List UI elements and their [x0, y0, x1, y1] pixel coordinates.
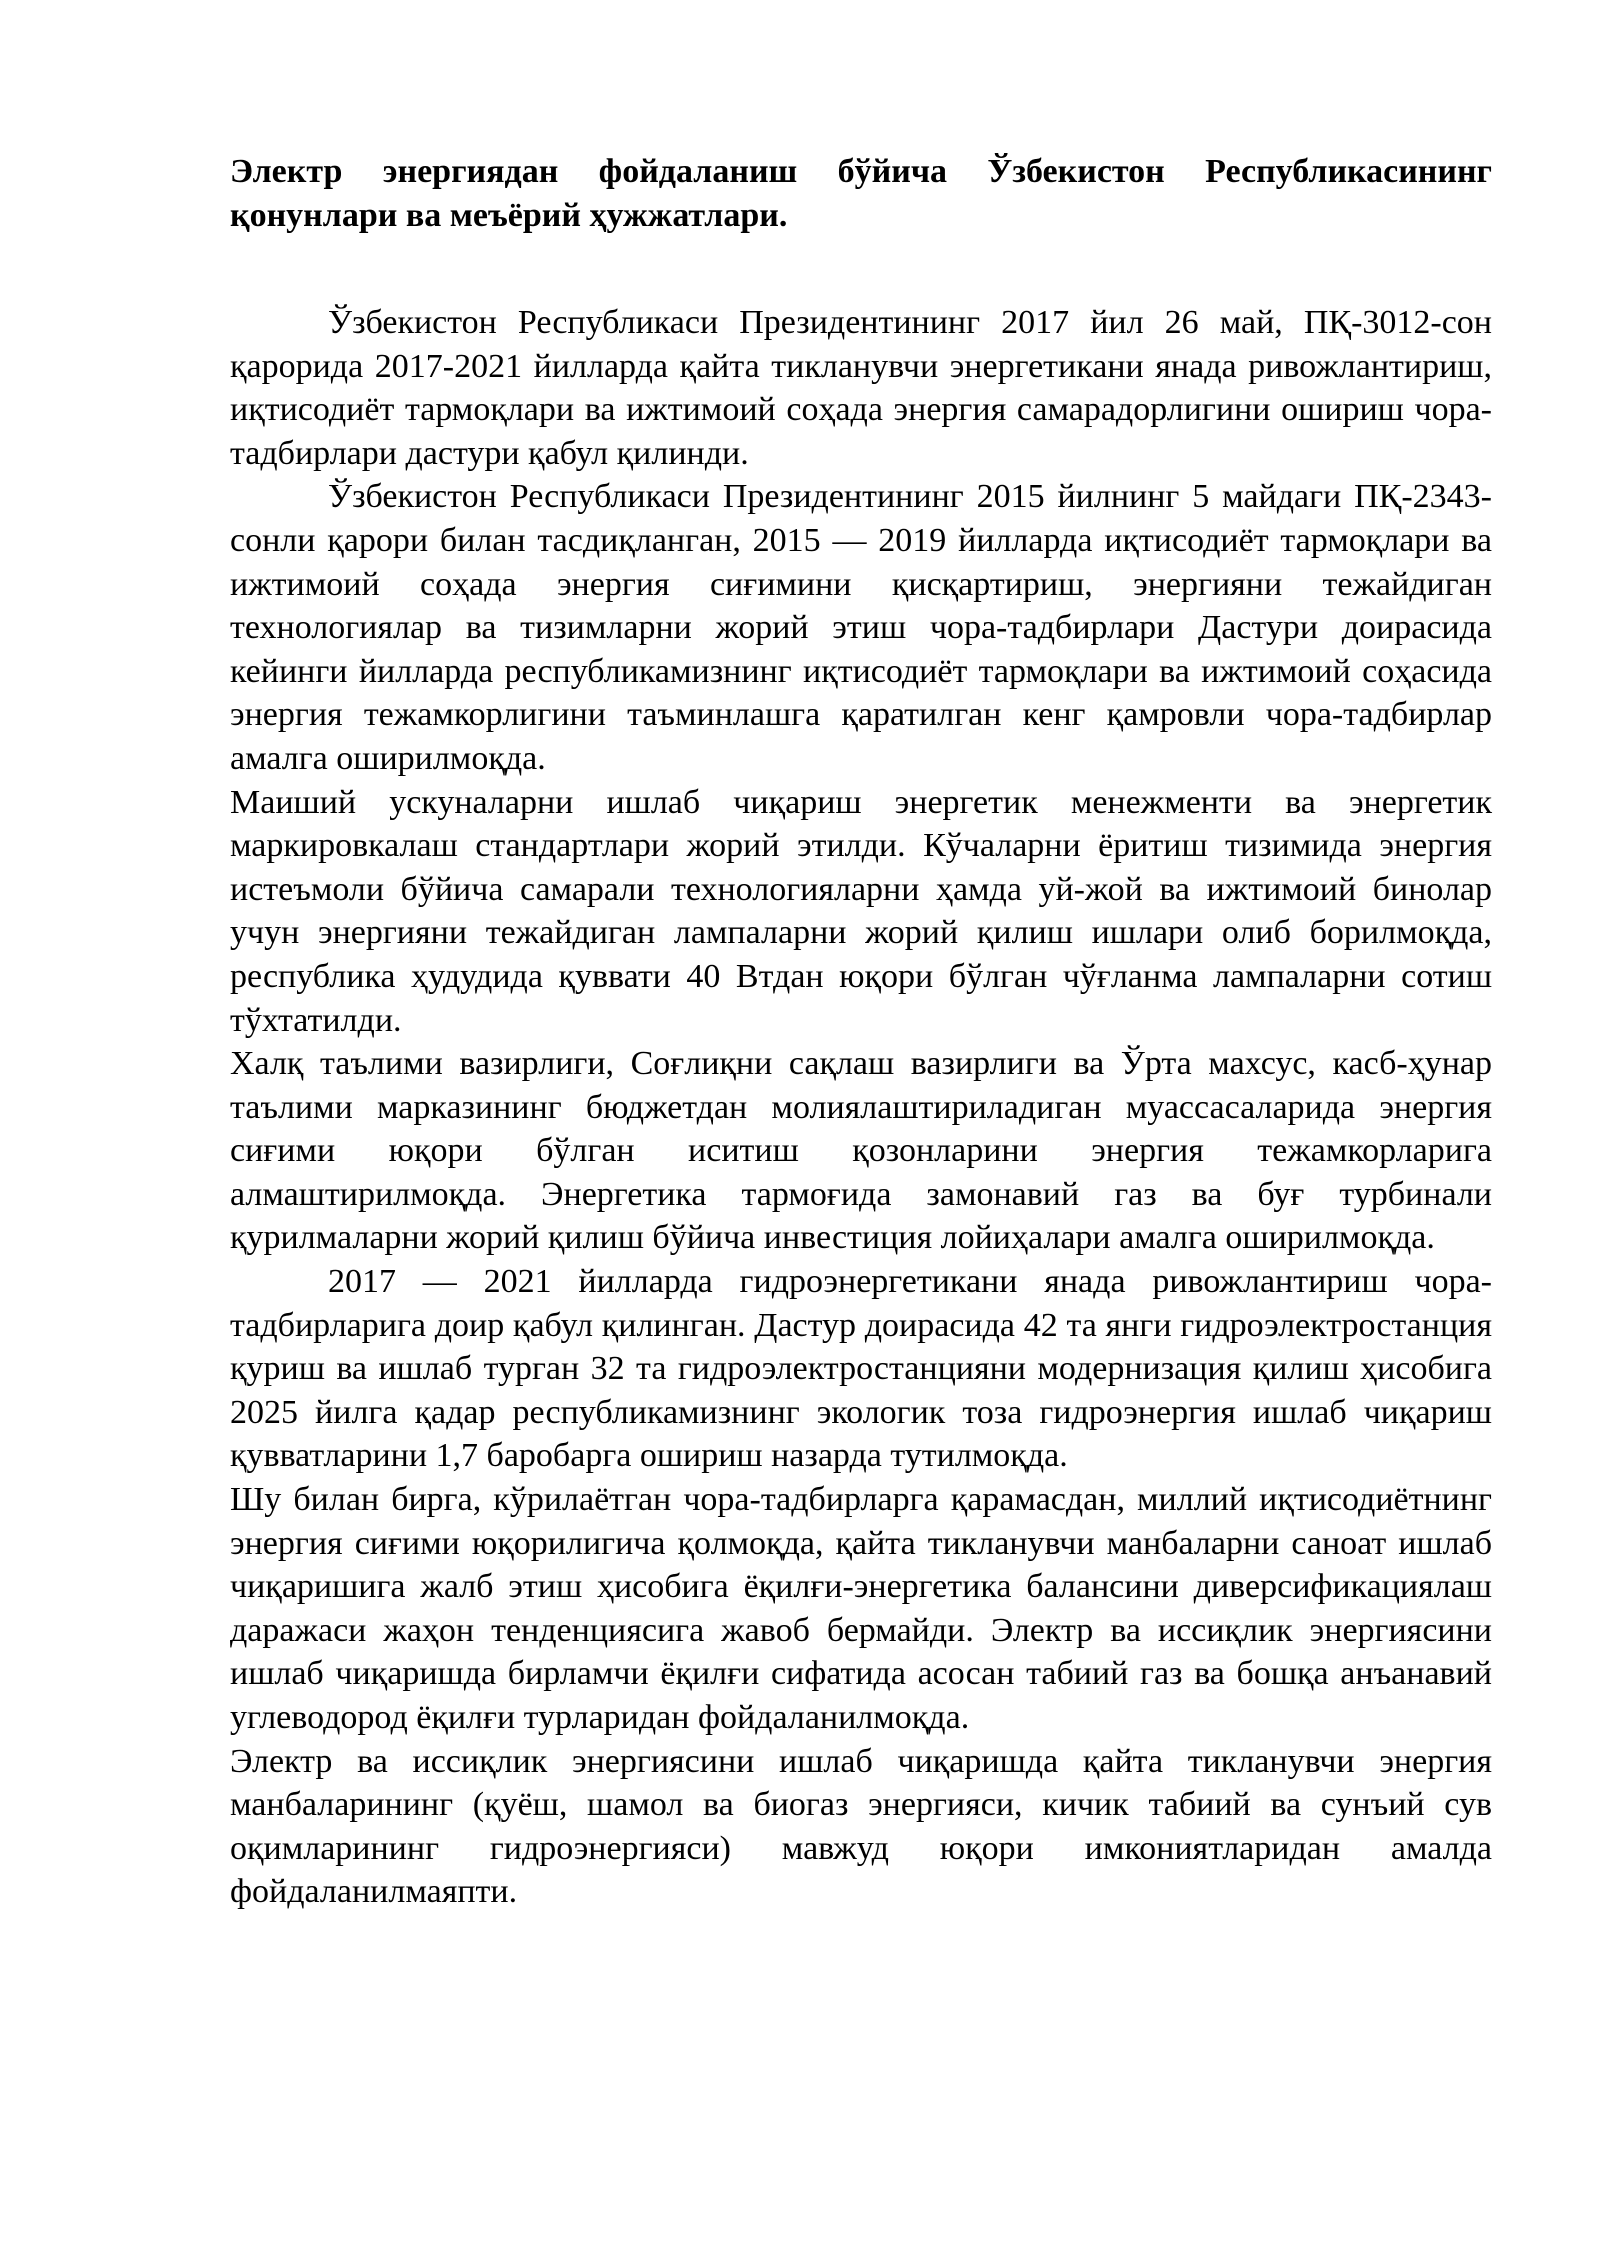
paragraph-energy-balance: Шу билан бирга, кўрилаётган чора-тадбирларга қарамасдан, миллий иқтисодиётнинг энергия сиғими юқорилигича қолмоқда, қайта тикланувчи манбаларни саноат ишлаб чиқаришига жалб этиш ҳисобига ёқилғи-энергетика балансини диверсификациялаш даражаси жаҳон тенденциясига жавоб бермайди. Электр ва иссиқлик энергиясини ишлаб чиқаришда бирламчи ёқилғи сифатида асосан табиий газ ва бошқа анъанавий углеводород ёқилғи турларидан фойдаланилмоқда. — [230, 1481, 1492, 1736]
document-body — [230, 150, 1492, 1914]
paragraph-appliance-standards: Маиший ускуналарни ишлаб чиқариш энергетик менежменти ва энергетик маркировкалаш стандартлари жорий этилди. Кўчаларни ёритиш тизимида энергия истеъмоли бўйича самарали технологияларни ҳамда уй-жой ва ижтимоий бинолар учун энергияни тежайдиган лампаларни жорий қилиш ишлари олиб борилмоқда, республика ҳудудида қуввати 40 Втдан юқори бўлган чўғланма лампаларни сотиш тўхтатилди. — [230, 783, 1492, 1039]
paragraph-decree-2017: Ўзбекистон Республикаси Президентининг 2017 йил 26 май, ПҚ-3012-сон қарорида 2017-2021 йилларда қайта тикланувчи энергетикани янада ривожлантириш, иқтисодиёт тармоқлари ва ижтимоий соҳада энергия самарадорлигини ошириш чора-тадбирлари дастури қабул қилинди. — [230, 304, 1492, 472]
paragraph-hydropower: 2017 — 2021 йилларда гидроэнергетикани янада ривожлантириш чора-тадбирларига доир қабул қилинган. Дастур доирасида 42 та янги гидроэлектростанция қуриш ва ишлаб турган 32 та гидроэлектростанцияни модернизация қилиш ҳисобига 2025 йилга қадар республикамизнинг экологик тоза гидроэнергия ишлаб чиқариш қувватларини 1,7 баробарга ошириш назарда тутилмоқда. — [230, 1263, 1492, 1475]
document-title: Электр энергиядан фойдаланиш бўйича Ўзбекистон Республикасининг қонунлари ва меъёрий ҳужжатлари. — [230, 153, 1492, 234]
paragraph-renewables: Электр ва иссиқлик энергиясини ишлаб чиқаришда қайта тикланувчи энергия манбаларининг (қуёш, шамол ва биогаз энергияси, кичик табиий ва сунъий сув оқимларининг гидроэнергияси) мавжуд юқори имкониятларидан амалда фойдаланилмаяпти. — [230, 1742, 1492, 1911]
paragraph-ministries-boilers: Халқ таълими вазирлиги, Соғлиқни сақлаш вазирлиги ва Ўрта махсус, касб-ҳунар таълими марказининг бюджетдан молиялаштириладиган муассасаларида энергия сиғими юқори бўлган иситиш қозонларини энергия тежамкорларига алмаштирилмоқда. Энергетика тармоғида замонавий газ ва буғ турбинали қурилмаларни жорий қилиш бўйича инвестиция лойиҳалари амалга оширилмоқда. — [230, 1045, 1492, 1257]
paragraph-decree-2015: Ўзбекистон Республикаси Президентининг 2015 йилнинг 5 майдаги ПҚ-2343-сонли қарори билан тасдиқланган, 2015 — 2019 йилларда иқтисодиёт тармоқлари ва ижтимоий соҳада энергия сиғимини қисқартириш, энергияни тежайдиган технологиялар ва тизимларни жорий этиш чора-тадбирлари Дастури доирасида кейинги йилларда республикамизнинг иқтисодиёт тармоқлари ва ижтимоий соҳасида энергия тежамкорлигини таъминлашга қаратилган кенг қамровли чора-тадбирлар амалга оширилмоқда. — [230, 478, 1492, 777]
